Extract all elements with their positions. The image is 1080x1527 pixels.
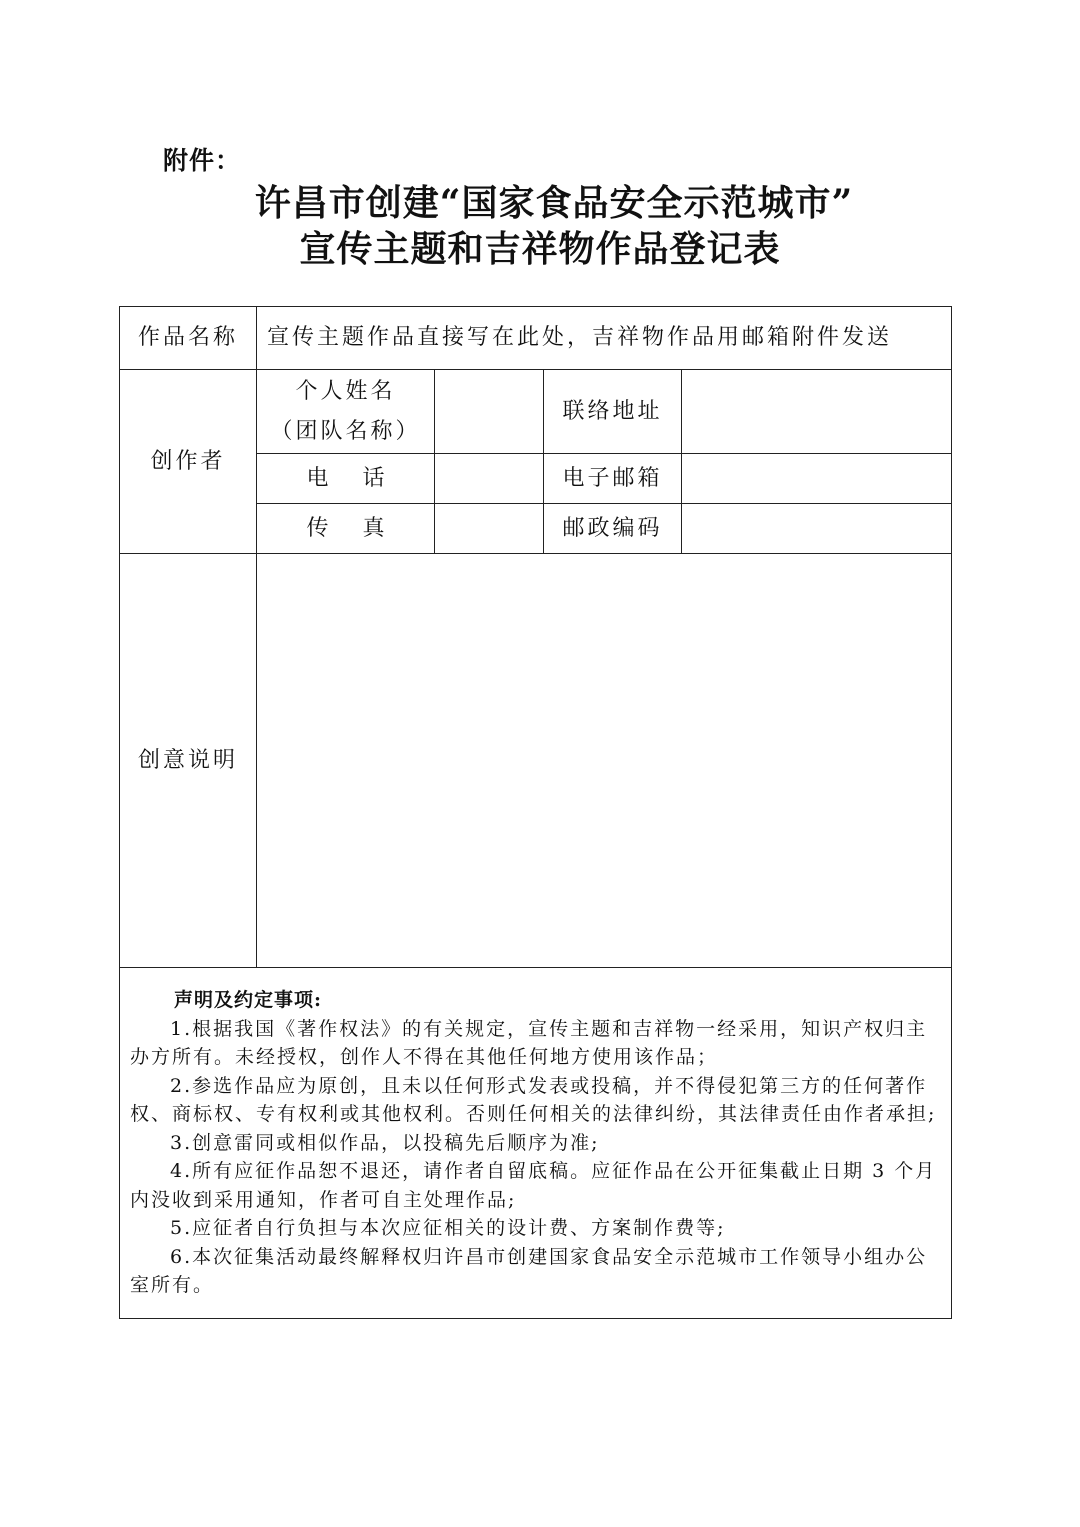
notes-title: 声明及约定事项: [174, 989, 323, 1011]
contact-address-field[interactable] [682, 370, 952, 454]
fax-field[interactable] [435, 504, 544, 554]
phone-field[interactable] [435, 454, 544, 504]
work-name-label: 作品名称 [120, 307, 257, 370]
notes-item-3: 3.创意雷同或相似作品，以投稿先后顺序为准; [170, 1131, 600, 1154]
creator-label: 创作者 [120, 370, 257, 554]
notes-item-5: 5.应征者自行负担与本次应征相关的设计费、方案制作费等; [170, 1217, 726, 1239]
personal-name-field[interactable] [435, 370, 544, 454]
notes-item-6: 6.本次征集活动最终解释权归许昌市创建国家食品安全示范城市工作领导小组办公室所有。 [130, 1245, 928, 1296]
postal-code-field[interactable] [682, 504, 952, 554]
postal-code-label: 邮政编码 [544, 504, 682, 554]
email-field[interactable] [682, 454, 952, 504]
fax-label: 传真 [257, 504, 435, 554]
registration-form-table [119, 306, 952, 1319]
notes-cell [120, 968, 952, 1319]
document-title-line1: 许昌市创建“国家食品安全示范城市” [254, 182, 854, 224]
personal-name-line1: 个人姓名 [295, 378, 396, 404]
work-name-row [120, 307, 952, 370]
name-address-row [120, 370, 952, 454]
notes-item-2: 2.参选作品应为原创，且未以任何形式发表或投稿，并不得侵犯第三方的任何著作权、商标权、专有权利或其他权利。否则任何相关的法律纠纷，其法律责任由作者承担; [130, 1074, 937, 1125]
contact-address-label: 联络地址 [544, 370, 682, 454]
document-title-line2: 宣传主题和吉祥物作品登记表 [299, 228, 781, 270]
work-name-value[interactable]: 宣传主题作品直接写在此处，吉祥物作品用邮箱附件发送 [257, 307, 952, 370]
personal-name-label [257, 370, 435, 454]
notes-row [120, 968, 952, 1319]
notes-item-1: 1.根据我国《著作权法》的有关规定，宣传主题和吉祥物一经采用，知识产权归主办方所有。未经授权，创作人不得在其他任何地方使用该作品； [130, 1017, 928, 1068]
phone-label: 电话 [257, 454, 435, 504]
notes-item-4: 4.所有应征作品恕不退还，请作者自留底稿。应征作品在公开征集截止日期 3 个月内没收到采用通知，作者可自主处理作品; [130, 1160, 937, 1211]
attachment-label: 附件： [163, 146, 242, 175]
creative-desc-label: 创意说明 [120, 554, 257, 968]
email-label: 电子邮箱 [544, 454, 682, 504]
creative-desc-row [120, 554, 952, 968]
creative-desc-field[interactable] [257, 554, 952, 968]
personal-name-line2: （团队名称） [270, 418, 421, 444]
